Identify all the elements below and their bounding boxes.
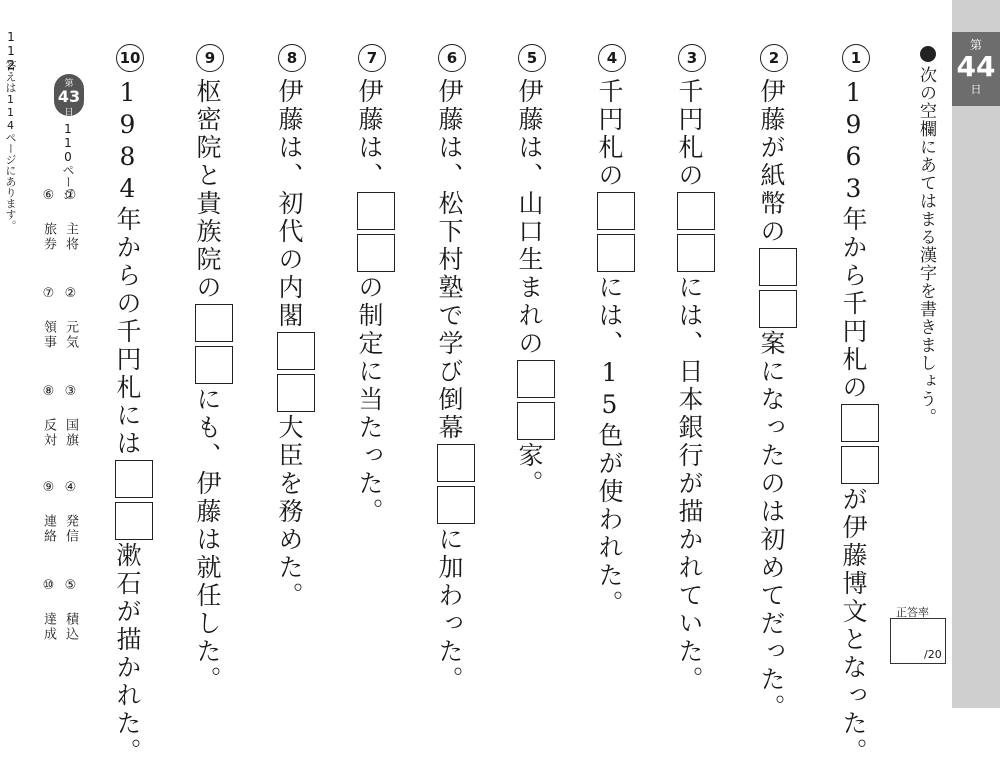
question-text-before: 伊藤は、 (355, 78, 384, 190)
question-number: 10 (116, 44, 144, 72)
prev-day-number: 43 (57, 87, 81, 106)
question-number: 4 (598, 44, 626, 72)
question-number: 7 (358, 44, 386, 72)
day-strip (952, 0, 1000, 708)
bullet-icon (920, 46, 936, 62)
answer-key-item: ⑤ 積込 (63, 578, 78, 642)
question-number: 8 (278, 44, 306, 72)
score-label: 正答率 (896, 606, 929, 619)
answer-blank[interactable] (841, 404, 879, 442)
prev-day-page: 110ページ (61, 122, 75, 200)
question-sentence (274, 78, 315, 610)
answer-key-item: ⑥ 旅券 (41, 188, 56, 252)
question-text-after: 大臣を務めた。 (275, 414, 304, 610)
answer-key-item: ③ 国旗 (63, 384, 78, 448)
answer-blank[interactable] (115, 502, 153, 540)
question-sentence (192, 78, 233, 694)
answer-blank[interactable] (277, 374, 315, 412)
answer-blank[interactable] (357, 234, 395, 272)
question-number: 5 (518, 44, 546, 72)
answer-blank[interactable] (195, 304, 233, 342)
question-sentence (674, 78, 715, 694)
answer-blank[interactable] (517, 360, 555, 398)
answer-key-item: ⑦ 領事 (41, 286, 56, 350)
question-text-after: 漱石が描かれた。 (113, 542, 142, 766)
question-sentence (434, 78, 475, 694)
answer-blank[interactable] (437, 486, 475, 524)
score-max: /20 (924, 648, 942, 661)
question-sentence (838, 78, 879, 766)
question-text-after: の制定に当たった。 (355, 274, 384, 526)
question-text-before: 1963年から千円札の (839, 78, 868, 402)
prev-day-suffix: 日 (64, 108, 74, 118)
answer-note: 答えは114ページにあります。 (4, 60, 17, 231)
question-sentence (594, 78, 635, 618)
page-number: 112 (4, 30, 18, 72)
question-text-before: 伊藤は、山口生まれの (515, 78, 544, 358)
prev-day-prefix: 第 (64, 79, 74, 89)
question-text-after: が伊藤博文となった。 (839, 486, 868, 766)
answer-key-item: ⑧ 反対 (41, 384, 56, 448)
instruction-text: 次の空欄にあてはまる漢字を書きましょう。 (916, 66, 936, 426)
question-sentence (354, 78, 395, 526)
question-text-after: には、日本銀行が描かれていた。 (675, 274, 704, 694)
day-suffix: 日 (970, 83, 982, 96)
answer-blank[interactable] (597, 234, 635, 272)
answer-blank[interactable] (195, 346, 233, 384)
answer-key-item: ② 元気 (63, 286, 78, 350)
question-text-before: 千円札の (675, 78, 704, 190)
answer-blank[interactable] (841, 446, 879, 484)
question-text-before: 1984年からの千円札には (113, 78, 142, 458)
question-text-after: 案になったのは初めてだった。 (757, 330, 786, 722)
question-text-before: 伊藤は、松下村塾で学び倒幕 (435, 78, 464, 442)
question-text-before: 伊藤は、初代の内閣 (275, 78, 304, 330)
day-badge (952, 32, 1000, 106)
answer-blank[interactable] (357, 192, 395, 230)
answer-key-item: ① 主将 (63, 188, 78, 252)
answer-blank[interactable] (517, 402, 555, 440)
question-sentence (514, 78, 555, 498)
question-text-after: に加わった。 (435, 526, 464, 694)
question-text-after: には、15色が使われた。 (595, 274, 624, 618)
question-text-before: 伊藤が紙幣の (757, 78, 786, 246)
day-prefix: 第 (969, 38, 982, 52)
question-number: 2 (760, 44, 788, 72)
question-number: 9 (196, 44, 224, 72)
answer-blank[interactable] (677, 234, 715, 272)
question-sentence (756, 78, 797, 722)
answer-blank[interactable] (437, 444, 475, 482)
question-number: 6 (438, 44, 466, 72)
prev-day-badge (54, 74, 84, 116)
question-text-before: 枢密院と貴族院の (193, 78, 222, 302)
question-text-after: にも、伊藤は就任した。 (193, 386, 222, 694)
answer-key-item: ⑩ 達成 (41, 578, 56, 642)
question-text-before: 千円札の (595, 78, 624, 190)
answer-blank[interactable] (759, 290, 797, 328)
question-sentence (112, 78, 153, 766)
answer-key-item: ④ 発信 (63, 480, 78, 544)
answer-blank[interactable] (115, 460, 153, 498)
answer-blank[interactable] (677, 192, 715, 230)
answer-blank[interactable] (597, 192, 635, 230)
question-number: 1 (842, 44, 870, 72)
answer-blank[interactable] (759, 248, 797, 286)
answer-key-item: ⑨ 連絡 (41, 480, 56, 544)
day-number: 44 (956, 50, 996, 83)
answer-blank[interactable] (277, 332, 315, 370)
question-text-after: 家。 (515, 442, 544, 498)
question-number: 3 (678, 44, 706, 72)
